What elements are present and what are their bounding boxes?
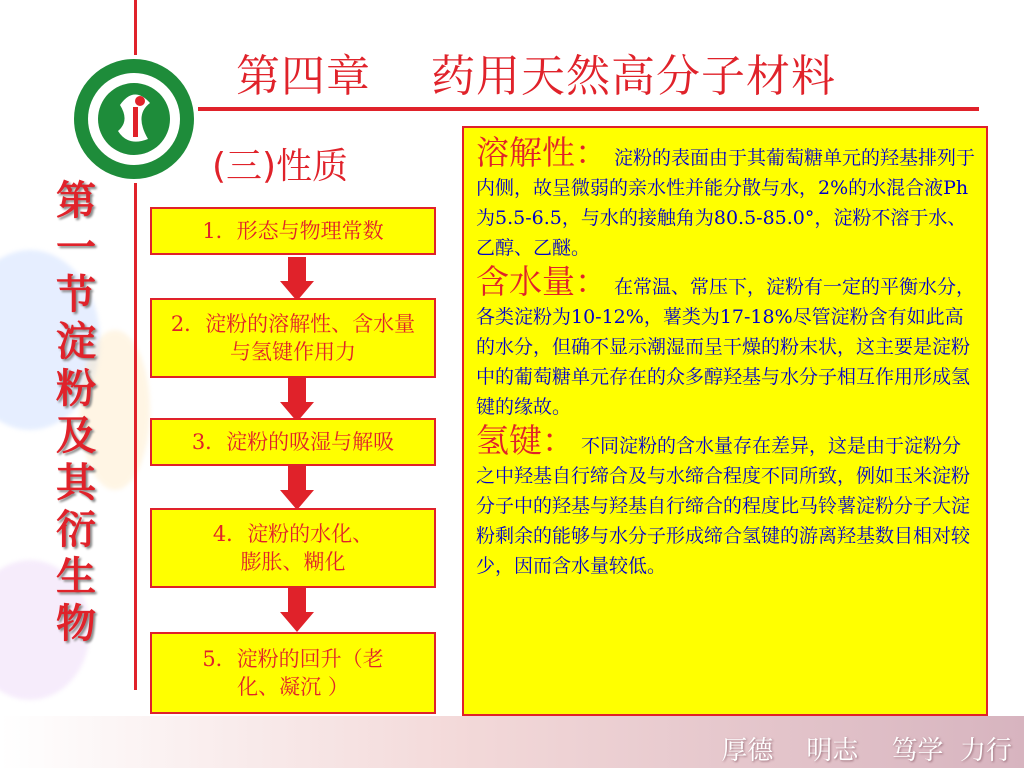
- vertical-char: 一: [56, 225, 96, 271]
- step-box-1[interactable]: 1．形态与物理常数: [150, 207, 436, 255]
- vertical-char: 粉: [56, 366, 96, 412]
- vertical-char: 衍: [56, 507, 96, 553]
- properties-panel: [462, 126, 988, 716]
- vertical-section-title: [50, 178, 102, 648]
- panel-section-solubility: [476, 133, 976, 263]
- step-box-4[interactable]: 4．淀粉的水化、膨胀、糊化: [150, 508, 436, 588]
- vertical-char: 淀: [56, 319, 96, 365]
- panel-body: 不同淀粉的含水量存在差异，这是由于淀粉分之中羟基自行缔合及与水缔合程度不同所致，例如玉米淀粉分子中的羟基与羟基自行缔合的程度比马铃薯淀粉分子大淀粉剩余的能够与水分子形成缔合氢键的游离羟基数目相对较少，因而含水量较低。: [476, 435, 971, 577]
- down-arrow-icon: [280, 588, 314, 632]
- footer-motto: 厚德 明志 笃学 力行: [721, 736, 1012, 766]
- down-arrow-icon: [280, 378, 314, 422]
- panel-heading: 氢键：: [476, 421, 575, 460]
- title-underline: [134, 107, 979, 111]
- page-title: 第四章 药用天然高分子材料: [236, 51, 836, 102]
- vertical-char: 第: [56, 178, 96, 224]
- down-arrow-icon: [280, 466, 314, 510]
- down-arrow-icon: [280, 257, 314, 301]
- step-box-2[interactable]: 2．淀粉的溶解性、含水量与氢键作用力: [150, 298, 436, 378]
- college-logo: [70, 55, 198, 183]
- section-subtitle: (三)性质: [212, 146, 349, 187]
- vertical-char: 生: [56, 554, 96, 600]
- step-box-5[interactable]: 5．淀粉的回升（老化、凝沉 ）: [150, 632, 436, 714]
- vertical-char: 及: [56, 413, 96, 459]
- panel-section-moisture: [476, 262, 976, 422]
- panel-heading: 溶解性：: [476, 133, 608, 172]
- panel-body: 淀粉的表面由于其葡萄糖单元的羟基排列于内侧，故呈微弱的亲水性并能分散与水，2%的水混合液Ph为5.5-6.5，与水的接触角为80.5-85.0°，淀粉不溶于水、乙醇、乙醚。: [476, 147, 976, 259]
- panel-heading: 含水量：: [476, 262, 608, 301]
- panel-section-hydrogen-bond: [476, 421, 976, 581]
- vertical-char: 物: [56, 601, 96, 647]
- panel-body: 在常温、常压下，淀粉有一定的平衡水分，各类淀粉为10-12%，薯类为17-18%尽管淀粉含有如此高的水分，但确不显示潮湿而呈干燥的粉末状，这主要是淀粉中的葡萄糖单元存在的众多醇羟基与水分子相互作用形成氢键的缘故。: [476, 276, 976, 418]
- vertical-char: 其: [56, 460, 96, 506]
- step-box-3[interactable]: 3．淀粉的吸湿与解吸: [150, 418, 436, 466]
- vertical-char: 节: [56, 272, 96, 318]
